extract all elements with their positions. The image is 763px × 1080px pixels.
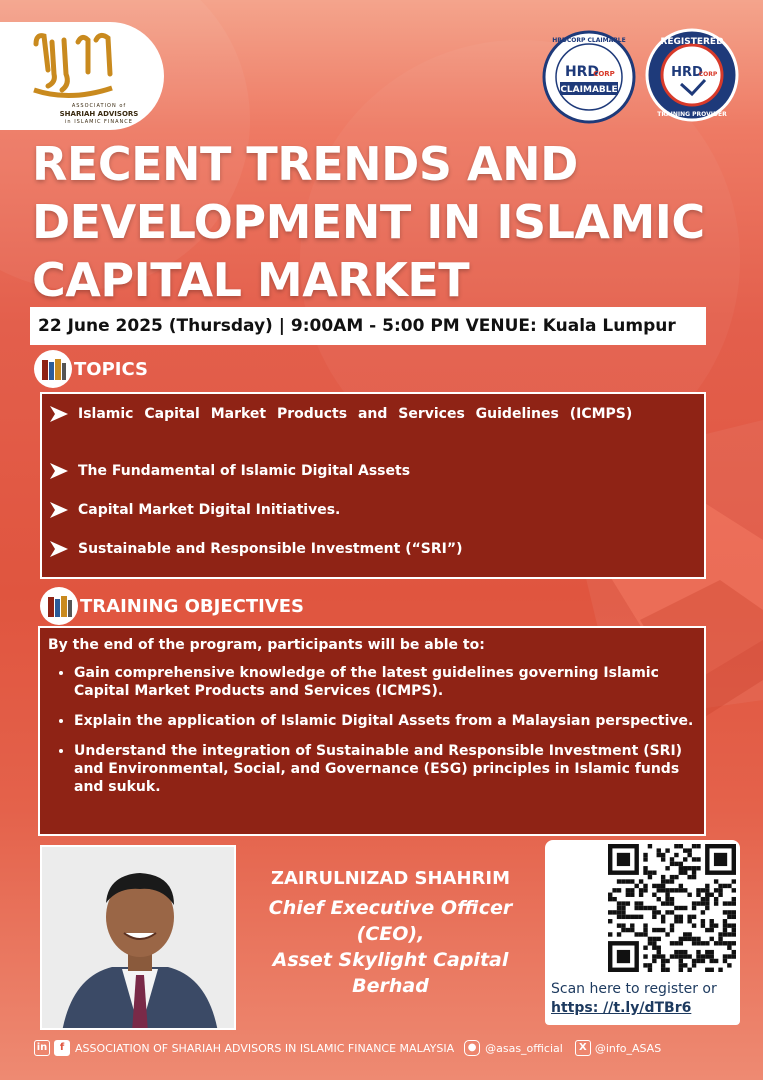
topics-heading-label: TOPICS [74,358,148,380]
objectives-heading-label: TRAINING OBJECTIVES [80,595,305,617]
list-item [48,539,462,559]
books-icon [34,350,72,388]
event-title [32,135,752,309]
footer-org-name: ASSOCIATION OF SHARIAH ADVISORS IN ISLAMIC FINANCE MALAYSIA [75,1041,455,1055]
x-icon[interactable]: X [575,1040,591,1056]
registered-corp-text: CORP [698,71,718,78]
linkedin-icon[interactable]: in [34,1040,50,1056]
list-item [48,404,638,424]
objectives-list [38,626,706,836]
speaker-role-line3: Asset Skylight Capital [272,949,509,971]
topics-list [40,392,706,579]
speaker-info [248,868,533,999]
topic-text: Sustainable and Responsible Investment (“SRI”) [78,541,463,557]
objectives-bullets [48,664,694,796]
registration-card [545,840,740,1025]
footer [0,1036,763,1060]
logo-text [44,102,154,126]
list-item: • Gain comprehensive knowledge of the latest guidelines governing Islamic Capital Market Products and Services (ICMPS). [74,664,694,700]
speaker-role-line1: Chief Executive Officer [268,897,513,919]
speaker-role [248,895,533,999]
claimable-corp-text: CORP [593,70,615,78]
registration-link[interactable]: https: //t.ly/dTBr6 [551,1000,692,1016]
list-item [48,461,410,481]
registered-bottom-text: TRAINING PROVIDER [657,111,727,118]
arrow-icon [48,539,70,559]
claimable-label-text: CLAIMABLE [560,85,618,95]
arrow-icon [48,500,70,520]
title-line1: RECENT TRENDS AND [32,137,578,191]
logo-line1: ASSOCIATION of [71,103,127,109]
objectives-intro: By the end of the program, participants will be able to: [48,637,485,653]
topic-text: The Fundamental of Islamic Digital Assets [78,463,411,479]
qr-code-icon[interactable] [608,844,736,972]
topics-heading [34,350,148,388]
list-item [48,500,340,520]
registration-caption-text: Scan here to register or [551,981,717,997]
books-icon [40,587,78,625]
event-details-bar: 22 June 2025 (Thursday) | 9:00AM - 5:00 PM VENUE: Kuala Lumpur [30,307,706,345]
speaker-role-line4: Berhad [352,975,429,997]
registered-training-provider-badge [645,28,739,122]
claimable-hrd-text: HRD [564,64,600,80]
objectives-heading [40,587,304,625]
hrdcorp-claimable-badge [542,30,636,124]
registered-top-text: REGISTERED [660,37,724,47]
facebook-icon[interactable]: f [54,1040,70,1056]
association-logo-icon [30,30,116,102]
title-line2: DEVELOPMENT IN ISLAMIC [32,195,705,249]
arrow-icon [48,404,70,424]
logo-line2: SHARIAH ADVISORS [59,110,139,118]
title-line3: CAPITAL MARKET [32,253,470,307]
arrow-icon [48,461,70,481]
list-item: • Understand the integration of Sustainable and Responsible Investment (SRI) and Environmental, Social, and Governance (ESG) principles in Islamic funds and sukuk. [74,742,694,796]
registration-caption [551,980,741,1018]
footer-x-handle[interactable]: @info_ASAS [594,1041,662,1055]
speaker-photo [40,845,236,1030]
list-item: • Explain the application of Islamic Digital Assets from a Malaysian perspective. [74,712,694,730]
claimable-ring-text: HRDCORP CLAIMABLE [552,37,626,44]
topic-text: Islamic Capital Market Products and Services Guidelines (ICMPS) [78,406,633,422]
organization-logo [0,22,164,130]
registered-hrd-text: HRD [671,65,703,80]
speaker-role-line2: (CEO), [356,923,425,945]
instagram-icon[interactable]: ● [464,1040,480,1056]
footer-instagram-handle[interactable]: @asas_official [485,1041,563,1055]
speaker-name: ZAIRULNIZAD SHAHRIM [270,868,511,889]
topic-text: Capital Market Digital Initiatives. [78,502,341,518]
logo-line3: in ISLAMIC FINANCE [65,119,133,125]
